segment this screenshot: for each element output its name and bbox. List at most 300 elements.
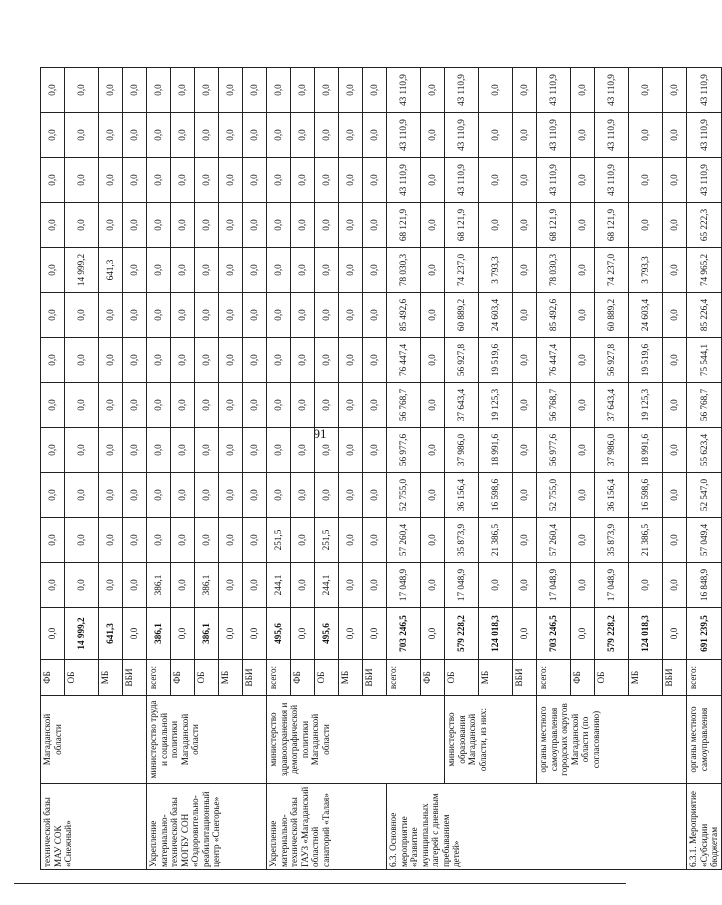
amount-cell: 0,0 (513, 518, 537, 563)
amount-cell: 56 768,7 (387, 383, 421, 428)
amount-cell: 0,0 (99, 293, 123, 338)
amount-cell: 37 986,0 (595, 428, 629, 473)
amount-cell: 0,0 (41, 113, 65, 158)
amount-cell: 0,0 (171, 293, 195, 338)
amount-cell: 35 873,9 (595, 518, 629, 563)
amount-cell: 0,0 (629, 68, 663, 113)
amount-cell: 0,0 (571, 293, 595, 338)
amount-cell: 0,0 (363, 338, 387, 383)
amount-cell: 43 110,9 (387, 113, 421, 158)
amount-cell: 0,0 (267, 158, 291, 203)
amount-cell: 0,0 (479, 563, 513, 608)
amount-cell: 0,0 (513, 248, 537, 293)
amount-cell: 21 386,5 (629, 518, 663, 563)
amount-cell: 37 643,4 (595, 383, 629, 428)
amount-cell: 0,0 (41, 608, 65, 660)
amount-cell: 0,0 (65, 563, 99, 608)
funding-source-cell: ВБИ (123, 660, 147, 696)
amount-cell: 19 125,3 (629, 383, 663, 428)
amount-cell: 244,1 (315, 563, 339, 608)
funding-source-cell: ОБ (445, 660, 479, 696)
amount-cell: 52 547,0 (687, 473, 722, 518)
amount-cell: 74 965,2 (687, 248, 722, 293)
amount-cell: 0,0 (99, 68, 123, 113)
amount-cell: 0,0 (513, 473, 537, 518)
amount-cell: 0,0 (219, 428, 243, 473)
amount-cell: 0,0 (663, 518, 687, 563)
amount-cell: 0,0 (243, 473, 267, 518)
amount-cell: 0,0 (123, 563, 147, 608)
amount-cell: 0,0 (243, 158, 267, 203)
amount-cell: 0,0 (123, 608, 147, 660)
amount-cell: 0,0 (195, 428, 219, 473)
amount-cell: 0,0 (421, 203, 445, 248)
amount-cell: 21 386,5 (479, 518, 513, 563)
amount-cell: 56 768,7 (687, 383, 722, 428)
amount-cell: 0,0 (663, 383, 687, 428)
amount-cell: 0,0 (421, 338, 445, 383)
table-row (445, 23, 479, 870)
funding-source-cell: ОБ (595, 660, 629, 696)
funding-source-cell: МБ (339, 660, 363, 696)
amount-cell: 43 110,9 (445, 68, 479, 113)
table-row (267, 23, 291, 870)
amount-cell: 0,0 (421, 158, 445, 203)
amount-cell: 0,0 (123, 248, 147, 293)
amount-cell: 24 603,4 (629, 293, 663, 338)
amount-cell: 0,0 (363, 428, 387, 473)
amount-cell: 0,0 (41, 293, 65, 338)
amount-cell: 0,0 (479, 113, 513, 158)
amount-cell: 85 492,6 (537, 293, 571, 338)
amount-cell: 124 018,3 (479, 608, 513, 660)
amount-cell: 17 048,9 (445, 563, 479, 608)
funding-source-cell: ВБИ (363, 660, 387, 696)
amount-cell: 0,0 (65, 518, 99, 563)
amount-cell: 0,0 (339, 518, 363, 563)
amount-cell: 0,0 (571, 518, 595, 563)
amount-cell: 0,0 (513, 158, 537, 203)
amount-cell: 68 121,9 (595, 203, 629, 248)
amount-cell: 0,0 (195, 338, 219, 383)
amount-cell: 0,0 (195, 68, 219, 113)
amount-cell: 0,0 (65, 338, 99, 383)
executor-cell: министерство труда и социальной политики Магаданской области (147, 696, 267, 784)
amount-cell: 0,0 (421, 113, 445, 158)
amount-cell: 0,0 (195, 473, 219, 518)
amount-cell: 0,0 (339, 248, 363, 293)
amount-cell: 0,0 (65, 113, 99, 158)
amount-cell: 37 986,0 (445, 428, 479, 473)
funding-source-cell: ФБ (421, 660, 445, 696)
amount-cell: 0,0 (663, 68, 687, 113)
amount-cell: 0,0 (663, 293, 687, 338)
amount-cell: 24 603,4 (479, 293, 513, 338)
amount-cell: 43 110,9 (537, 158, 571, 203)
amount-cell: 0,0 (291, 158, 315, 203)
amount-cell: 0,0 (421, 248, 445, 293)
amount-cell: 16 598,6 (629, 473, 663, 518)
amount-cell: 0,0 (65, 158, 99, 203)
amount-cell: 0,0 (479, 203, 513, 248)
amount-cell: 0,0 (147, 293, 171, 338)
amount-cell: 56 977,6 (387, 428, 421, 473)
executor-cell: органы местного самоуправления (687, 696, 722, 784)
activity-name-cell: Укрепление материально-технической базы МОГБУ СОН «Оздоровительно-реабилитационный центр «Снегорье» (147, 784, 267, 870)
amount-cell: 0,0 (195, 248, 219, 293)
amount-cell: 386,1 (195, 608, 219, 660)
amount-cell: 0,0 (123, 428, 147, 473)
amount-cell: 0,0 (629, 158, 663, 203)
funding-source-cell: ФБ (171, 660, 195, 696)
amount-cell: 0,0 (99, 158, 123, 203)
amount-cell: 0,0 (421, 608, 445, 660)
amount-cell: 0,0 (363, 608, 387, 660)
amount-cell: 85 226,4 (687, 293, 722, 338)
amount-cell: 36 156,4 (595, 473, 629, 518)
amount-cell: 0,0 (171, 203, 195, 248)
amount-cell: 0,0 (513, 383, 537, 428)
amount-cell: 0,0 (65, 68, 99, 113)
amount-cell: 0,0 (363, 113, 387, 158)
amount-cell: 0,0 (421, 293, 445, 338)
amount-cell: 0,0 (571, 473, 595, 518)
amount-cell: 0,0 (339, 338, 363, 383)
amount-cell: 52 755,0 (537, 473, 571, 518)
amount-cell: 0,0 (315, 158, 339, 203)
amount-cell: 0,0 (513, 428, 537, 473)
amount-cell: 0,0 (147, 158, 171, 203)
funding-source-cell: ВБИ (663, 660, 687, 696)
amount-cell: 0,0 (171, 518, 195, 563)
amount-cell: 0,0 (99, 203, 123, 248)
amount-cell: 251,5 (267, 518, 291, 563)
amount-cell: 43 110,9 (687, 113, 722, 158)
amount-cell: 0,0 (219, 338, 243, 383)
funding-source-cell: всего: (147, 660, 171, 696)
amount-cell: 703 246,5 (387, 608, 421, 660)
amount-cell: 0,0 (219, 563, 243, 608)
funding-source-cell: ВБИ (243, 660, 267, 696)
amount-cell: 0,0 (243, 248, 267, 293)
amount-cell: 0,0 (339, 113, 363, 158)
amount-cell: 0,0 (267, 383, 291, 428)
amount-cell: 495,6 (267, 608, 291, 660)
amount-cell: 0,0 (663, 428, 687, 473)
amount-cell: 57 260,4 (387, 518, 421, 563)
amount-cell: 0,0 (147, 68, 171, 113)
amount-cell: 0,0 (267, 428, 291, 473)
amount-cell: 43 110,9 (595, 68, 629, 113)
funding-source-cell: МБ (629, 660, 663, 696)
amount-cell: 0,0 (267, 68, 291, 113)
amount-cell: 0,0 (291, 203, 315, 248)
amount-cell: 0,0 (123, 203, 147, 248)
amount-cell: 0,0 (363, 158, 387, 203)
amount-cell: 0,0 (99, 383, 123, 428)
amount-cell: 0,0 (663, 203, 687, 248)
amount-cell: 0,0 (219, 158, 243, 203)
amount-cell: 60 889,2 (445, 293, 479, 338)
amount-cell: 0,0 (291, 293, 315, 338)
amount-cell: 0,0 (219, 518, 243, 563)
amount-cell: 0,0 (147, 203, 171, 248)
amount-cell: 0,0 (219, 248, 243, 293)
amount-cell: 0,0 (479, 158, 513, 203)
amount-cell: 3 793,3 (479, 248, 513, 293)
amount-cell: 0,0 (339, 428, 363, 473)
funding-source-cell: всего: (687, 660, 722, 696)
amount-cell: 0,0 (65, 293, 99, 338)
amount-cell: 0,0 (479, 68, 513, 113)
amount-cell: 0,0 (99, 113, 123, 158)
amount-cell: 0,0 (123, 473, 147, 518)
amount-cell: 0,0 (363, 203, 387, 248)
amount-cell: 85 492,6 (387, 293, 421, 338)
amount-cell: 0,0 (41, 158, 65, 203)
executor-cell: органы местного самоуправления городских округов Магаданской области (по согласованию) (537, 696, 687, 784)
amount-cell: 75 544,1 (687, 338, 722, 383)
amount-cell: 0,0 (663, 113, 687, 158)
amount-cell: 0,0 (123, 518, 147, 563)
amount-cell: 17 048,9 (537, 563, 571, 608)
funding-source-cell: ФБ (291, 660, 315, 696)
amount-cell: 0,0 (339, 203, 363, 248)
amount-cell: 641,3 (99, 608, 123, 660)
amount-cell: 55 623,4 (687, 428, 722, 473)
budget-table (40, 22, 722, 870)
amount-cell: 0,0 (291, 338, 315, 383)
amount-cell: 0,0 (421, 563, 445, 608)
amount-cell: 691 239,5 (687, 608, 722, 660)
amount-cell: 0,0 (513, 338, 537, 383)
table-row (687, 23, 722, 870)
amount-cell: 0,0 (339, 158, 363, 203)
funding-source-cell: МБ (219, 660, 243, 696)
amount-cell: 0,0 (41, 563, 65, 608)
funding-source-cell: ВБИ (513, 660, 537, 696)
amount-cell: 0,0 (147, 473, 171, 518)
amount-cell: 0,0 (41, 68, 65, 113)
amount-cell: 0,0 (99, 338, 123, 383)
funding-source-cell: всего: (267, 660, 291, 696)
funding-source-cell: всего: (537, 660, 571, 696)
amount-cell: 0,0 (99, 428, 123, 473)
amount-cell: 18 991,6 (479, 428, 513, 473)
amount-cell: 0,0 (571, 338, 595, 383)
amount-cell: 0,0 (629, 113, 663, 158)
amount-cell: 68 121,9 (387, 203, 421, 248)
amount-cell: 0,0 (291, 68, 315, 113)
rotated-table-frame (40, 25, 720, 870)
amount-cell: 0,0 (421, 68, 445, 113)
amount-cell: 0,0 (291, 473, 315, 518)
funding-source-cell: ОБ (315, 660, 339, 696)
amount-cell: 579 228,2 (445, 608, 479, 660)
table-row (41, 23, 65, 870)
amount-cell: 0,0 (315, 293, 339, 338)
amount-cell: 0,0 (571, 203, 595, 248)
amount-cell: 0,0 (315, 338, 339, 383)
amount-cell: 43 110,9 (595, 158, 629, 203)
amount-cell: 43 110,9 (687, 158, 722, 203)
amount-cell: 0,0 (171, 428, 195, 473)
page-number: 91 (313, 426, 327, 441)
amount-cell: 0,0 (219, 113, 243, 158)
amount-cell: 0,0 (513, 113, 537, 158)
table-row (147, 23, 171, 870)
amount-cell: 0,0 (171, 113, 195, 158)
amount-cell: 43 110,9 (537, 68, 571, 113)
amount-cell: 386,1 (147, 608, 171, 660)
amount-cell: 0,0 (41, 383, 65, 428)
funding-source-cell: всего: (387, 660, 421, 696)
amount-cell: 0,0 (123, 158, 147, 203)
funding-source-cell: ОБ (195, 660, 219, 696)
executor-cell: министерство здравоохранения и демографической политики Магаданской области (267, 696, 445, 784)
amount-cell: 0,0 (421, 473, 445, 518)
amount-cell: 0,0 (571, 563, 595, 608)
amount-cell: 0,0 (41, 428, 65, 473)
amount-cell: 0,0 (195, 203, 219, 248)
amount-cell: 0,0 (663, 158, 687, 203)
amount-cell: 0,0 (571, 68, 595, 113)
amount-cell: 0,0 (363, 563, 387, 608)
amount-cell: 0,0 (267, 203, 291, 248)
amount-cell: 19 519,6 (629, 338, 663, 383)
amount-cell: 0,0 (421, 428, 445, 473)
amount-cell: 0,0 (147, 428, 171, 473)
amount-cell: 0,0 (171, 563, 195, 608)
amount-cell: 703 246,5 (537, 608, 571, 660)
amount-cell: 0,0 (65, 428, 99, 473)
amount-cell: 0,0 (339, 473, 363, 518)
amount-cell: 0,0 (267, 293, 291, 338)
funding-source-cell: ФБ (41, 660, 65, 696)
amount-cell: 0,0 (291, 248, 315, 293)
amount-cell: 0,0 (363, 248, 387, 293)
amount-cell: 0,0 (147, 518, 171, 563)
activity-name-cell: Укрепление материально-технической базы ГАУЗ «Магаданский областной санаторий «Талая» (267, 784, 387, 870)
amount-cell: 0,0 (315, 428, 339, 473)
amount-cell: 0,0 (171, 383, 195, 428)
amount-cell: 19 125,3 (479, 383, 513, 428)
amount-cell: 3 793,3 (629, 248, 663, 293)
amount-cell: 0,0 (99, 473, 123, 518)
amount-cell: 641,3 (99, 248, 123, 293)
funding-source-cell: ФБ (571, 660, 595, 696)
amount-cell: 0,0 (123, 338, 147, 383)
amount-cell: 0,0 (171, 158, 195, 203)
amount-cell: 0,0 (171, 473, 195, 518)
amount-cell: 0,0 (243, 203, 267, 248)
amount-cell: 60 889,2 (595, 293, 629, 338)
amount-cell: 0,0 (195, 158, 219, 203)
amount-cell: 124 018,3 (629, 608, 663, 660)
amount-cell: 0,0 (65, 203, 99, 248)
amount-cell: 0,0 (65, 473, 99, 518)
amount-cell: 0,0 (291, 113, 315, 158)
table-body (41, 23, 722, 870)
amount-cell: 0,0 (243, 563, 267, 608)
amount-cell: 0,0 (363, 293, 387, 338)
amount-cell: 0,0 (339, 383, 363, 428)
amount-cell: 14 999,2 (65, 608, 99, 660)
amount-cell: 74 237,0 (595, 248, 629, 293)
amount-cell: 0,0 (291, 608, 315, 660)
amount-cell: 37 643,4 (445, 383, 479, 428)
amount-cell: 0,0 (243, 293, 267, 338)
amount-cell: 0,0 (243, 68, 267, 113)
amount-cell: 0,0 (663, 248, 687, 293)
amount-cell: 0,0 (195, 518, 219, 563)
amount-cell: 0,0 (291, 563, 315, 608)
amount-cell: 0,0 (99, 518, 123, 563)
amount-cell: 0,0 (195, 383, 219, 428)
amount-cell: 0,0 (99, 563, 123, 608)
amount-cell: 52 755,0 (387, 473, 421, 518)
amount-cell: 0,0 (315, 113, 339, 158)
amount-cell: 0,0 (571, 383, 595, 428)
amount-cell: 78 030,3 (387, 248, 421, 293)
amount-cell: 0,0 (663, 473, 687, 518)
amount-cell: 0,0 (363, 518, 387, 563)
amount-cell: 0,0 (629, 563, 663, 608)
amount-cell: 0,0 (663, 563, 687, 608)
funding-source-cell: МБ (99, 660, 123, 696)
funding-source-cell: ОБ (65, 660, 99, 696)
amount-cell: 74 237,0 (445, 248, 479, 293)
executor-cell: Магаданской области (41, 696, 147, 784)
amount-cell: 43 110,9 (687, 68, 722, 113)
amount-cell: 43 110,9 (445, 113, 479, 158)
amount-cell: 0,0 (65, 383, 99, 428)
amount-cell: 0,0 (339, 563, 363, 608)
amount-cell: 0,0 (363, 68, 387, 113)
amount-cell: 386,1 (195, 563, 219, 608)
amount-cell: 0,0 (171, 608, 195, 660)
amount-cell: 0,0 (315, 203, 339, 248)
amount-cell: 244,1 (267, 563, 291, 608)
amount-cell: 0,0 (147, 383, 171, 428)
amount-cell: 0,0 (315, 473, 339, 518)
amount-cell: 0,0 (513, 608, 537, 660)
amount-cell: 0,0 (629, 203, 663, 248)
amount-cell: 251,5 (315, 518, 339, 563)
amount-cell: 16 598,6 (479, 473, 513, 518)
amount-cell: 0,0 (147, 248, 171, 293)
amount-cell: 0,0 (219, 203, 243, 248)
amount-cell: 0,0 (243, 338, 267, 383)
amount-cell: 78 030,3 (537, 248, 571, 293)
amount-cell: 0,0 (513, 563, 537, 608)
bottom-rule (14, 883, 626, 884)
amount-cell: 0,0 (571, 113, 595, 158)
amount-cell: 0,0 (41, 203, 65, 248)
amount-cell: 0,0 (41, 248, 65, 293)
amount-cell: 0,0 (363, 383, 387, 428)
amount-cell: 43 110,9 (387, 158, 421, 203)
amount-cell: 0,0 (339, 608, 363, 660)
amount-cell: 43 110,9 (445, 158, 479, 203)
amount-cell: 18 991,6 (629, 428, 663, 473)
amount-cell: 17 048,9 (387, 563, 421, 608)
amount-cell: 0,0 (267, 338, 291, 383)
amount-cell: 14 999,2 (65, 248, 99, 293)
amount-cell: 0,0 (571, 158, 595, 203)
amount-cell: 0,0 (41, 473, 65, 518)
amount-cell: 0,0 (315, 383, 339, 428)
